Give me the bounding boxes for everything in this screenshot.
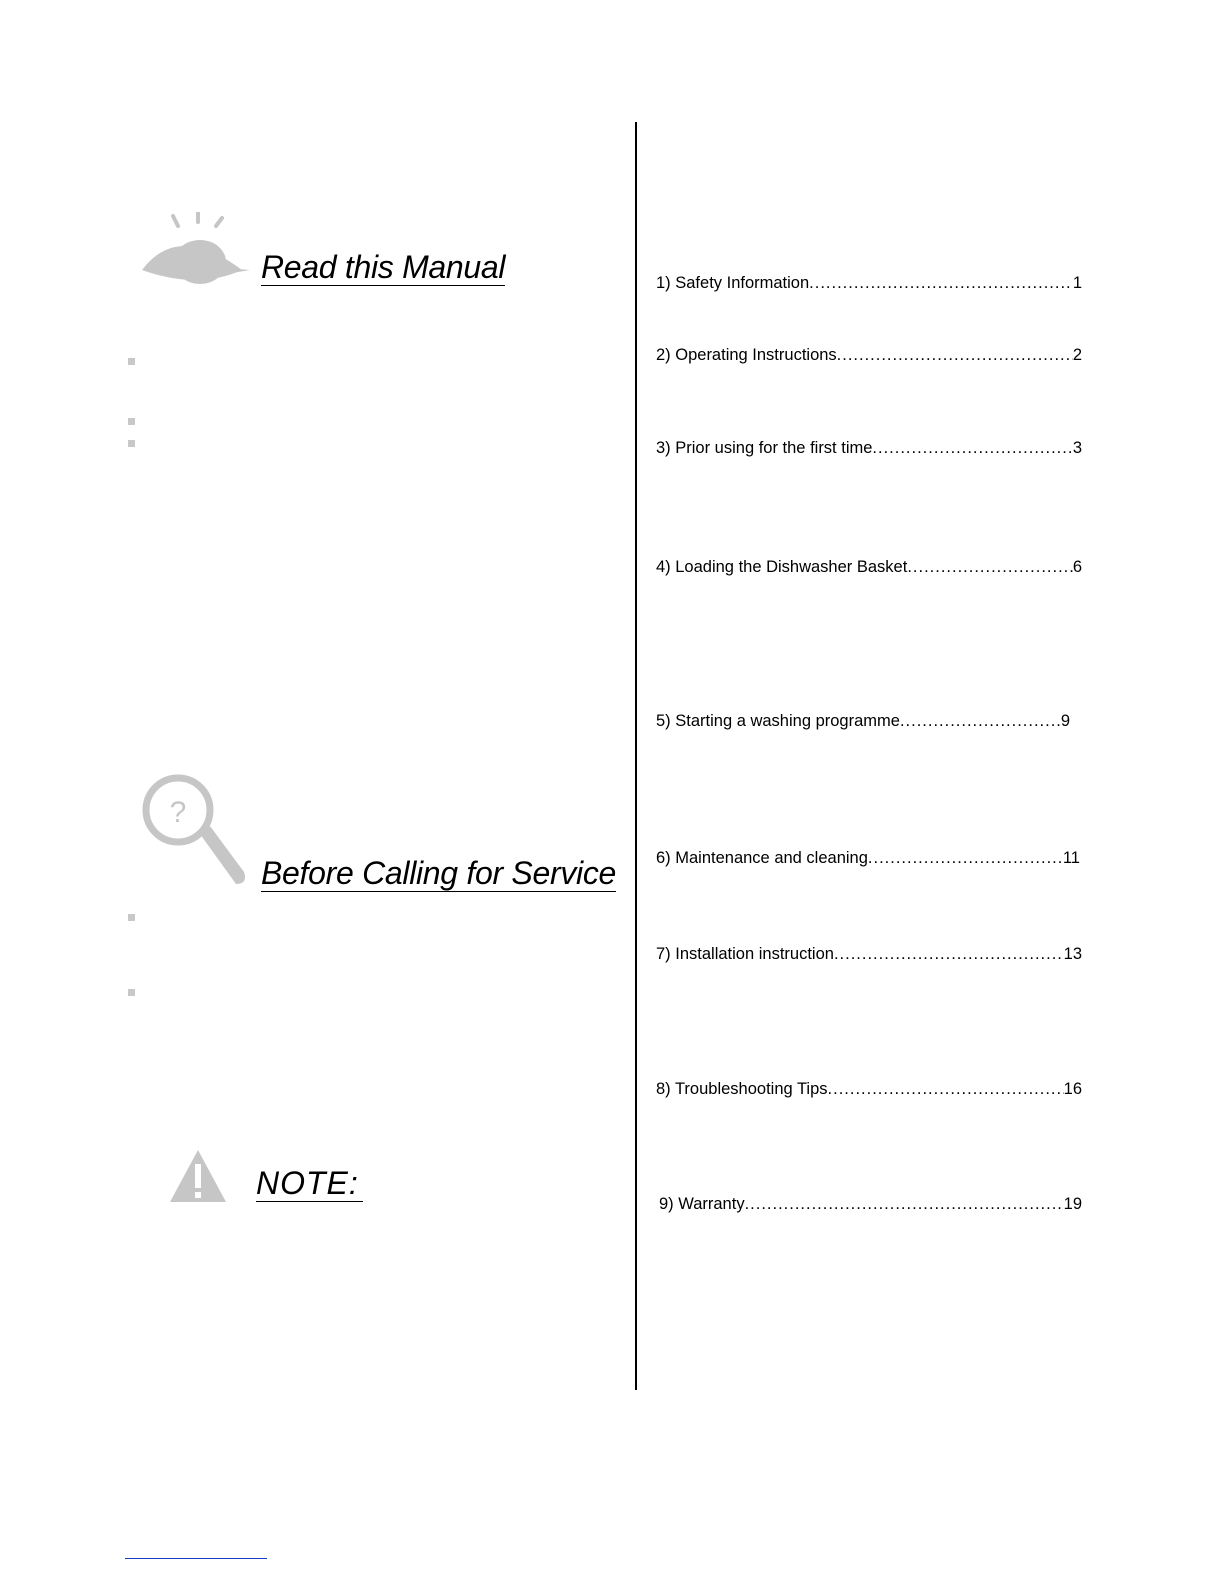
toc-page-number: 9 (1060, 712, 1070, 730)
bullet (128, 914, 135, 921)
toc-label: 7) Installation instruction (656, 945, 834, 963)
toc-page-number: 1 (1072, 274, 1082, 292)
toc-item-installation[interactable] (656, 944, 1082, 964)
toc-leader (828, 1079, 1064, 1099)
toc-leader (872, 438, 1072, 458)
toc-page-number: 3 (1072, 439, 1082, 457)
toc-label: 3) Prior using for the first time (656, 439, 873, 457)
toc-page-number: 2 (1072, 346, 1082, 364)
toc-leader (907, 557, 1073, 577)
toc-page-number: 19 (1063, 1195, 1082, 1213)
toc-leader (809, 273, 1073, 293)
column-divider (635, 122, 637, 1390)
bullet (128, 418, 135, 425)
magnifier-question-icon (140, 772, 250, 890)
toc-item-troubleshooting[interactable] (656, 1079, 1082, 1099)
toc-label: 8) Troubleshooting Tips (656, 1080, 828, 1098)
svg-text:?: ? (169, 796, 187, 829)
eye-icon (138, 212, 258, 292)
toc-item-prior-using[interactable] (656, 438, 1082, 458)
toc-page-number: 6 (1072, 558, 1082, 576)
toc-page-number: 11 (1062, 849, 1080, 867)
toc-item-maintenance[interactable] (656, 848, 1080, 868)
toc-item-loading-basket[interactable] (656, 557, 1082, 577)
bullet (128, 989, 135, 996)
toc-page-number: 13 (1063, 945, 1082, 963)
toc-label: 1) Safety Information (656, 274, 810, 292)
toc-leader (834, 944, 1064, 964)
toc-item-operating-instructions[interactable] (656, 345, 1082, 365)
toc-leader (900, 711, 1061, 731)
bullet (128, 440, 135, 447)
toc-item-warranty[interactable] (659, 1194, 1082, 1214)
toc-page-number: 16 (1063, 1080, 1082, 1098)
footer-rule (125, 1558, 267, 1559)
toc-label: 2) Operating Instructions (656, 346, 837, 364)
toc-label: 4) Loading the Dishwasher Basket (656, 558, 908, 576)
toc-label: 5) Starting a washing programme (656, 712, 900, 730)
read-manual-heading: Read this Manual (261, 249, 506, 285)
toc-leader (837, 345, 1073, 365)
note-heading: NOTE: (256, 1165, 363, 1202)
toc-item-starting-programme[interactable] (656, 711, 1070, 731)
toc-label: 6) Maintenance and cleaning (656, 849, 868, 867)
toc-leader (868, 848, 1063, 868)
bullet (128, 358, 135, 365)
toc-item-safety-information[interactable] (656, 273, 1082, 293)
toc-label: 9) Warranty (659, 1195, 745, 1213)
warning-triangle-icon (168, 1148, 228, 1204)
toc-leader (745, 1194, 1064, 1214)
before-service-heading: Before Calling for Service (261, 855, 617, 891)
